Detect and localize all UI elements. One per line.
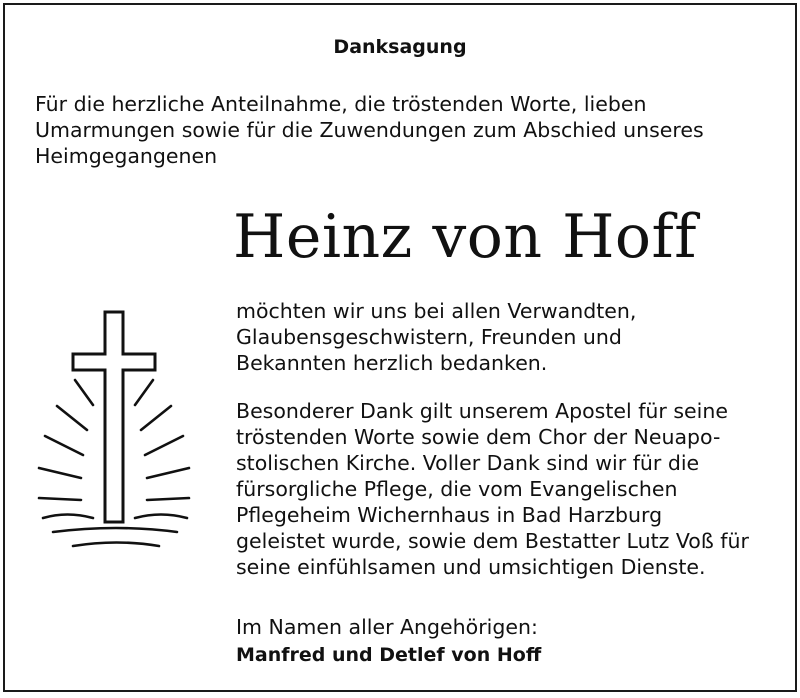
obituary-notice [3,3,797,692]
deceased-name: Heinz von Hoff [233,202,697,272]
intro-text [35,91,775,169]
signers: Manfred und Detlef von Hoff [236,644,542,666]
text-line: Besonderer Dank gilt unserem Apostel für seine [236,399,728,423]
text-line: geleistet wurde, sowie dem Bestatter Lutz Voß für [236,529,749,553]
thanks-paragraph [236,298,636,376]
cross-sunrise-icon [27,310,207,555]
text-line: seine einfühlsamen und umsichtigen Dienste. [236,555,706,579]
text-line: fürsorgliche Pflege, die vom Evangelischen [236,477,678,501]
intro-line: Heimgegangenen [35,144,218,168]
text-line: möchten wir uns bei allen Verwandten, [236,299,637,323]
text-line: Glaubensgeschwistern, Freunden und [236,325,622,349]
special-thanks-paragraph [236,398,749,580]
closing-line: Im Namen aller Angehörigen: [236,615,538,639]
text-line: stolischen Kirche. Voller Dank sind wir für die [236,451,700,475]
text-line: Bekannten herzlich bedanken. [236,351,548,375]
intro-line: Für die herzliche Anteilnahme, die tröstenden Worte, lieben [35,92,647,116]
text-line: tröstenden Worte sowie dem Chor der Neuapo- [236,425,721,449]
text-line: Pflegeheim Wichernhaus in Bad Harzburg [236,503,663,527]
notice-heading: Danksagung [333,36,467,58]
intro-line: Umarmungen sowie für die Zuwendungen zum Abschied unseres [35,118,704,142]
